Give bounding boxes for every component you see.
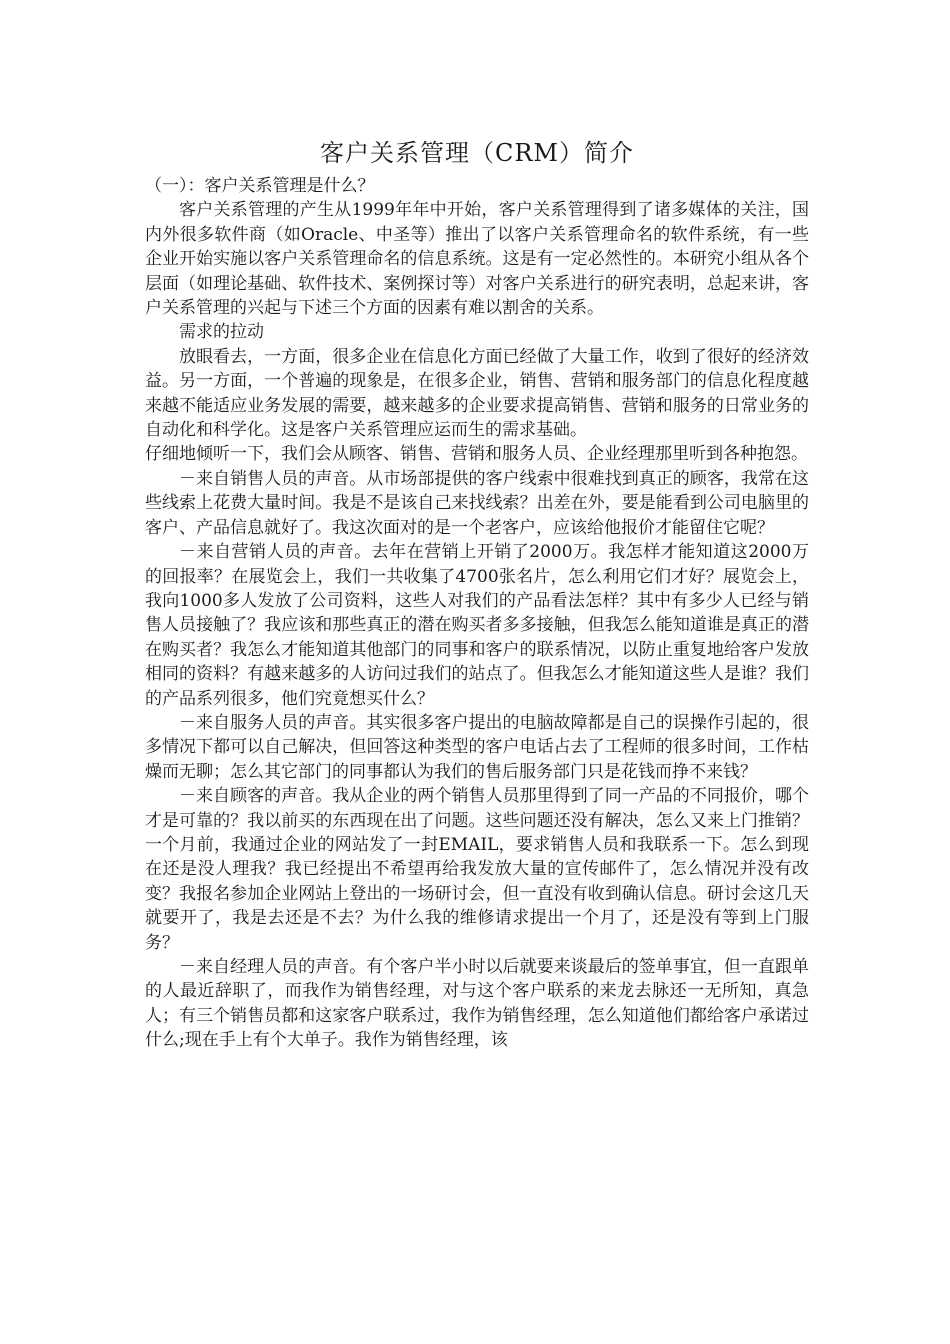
document-title: 客户关系管理（CRM）简介 — [319, 139, 634, 167]
paragraph-marketing-voice: －来自营销人员的声音。去年在营销上开销了2000万。我怎样才能知道这2000万的回报率？在展览会上，我们一共收集了4700张名片，怎么利用它们才好？展览会上，我向1000多人发放了公司资料，这些人对我们的产品看法怎样？其中有多少人已经与销售人员接触了？我应该和那些真正的潜在购买者多多接触，但我怎么能知道谁是真正的潜在购买者？我怎么才能知道其他部门的同事和客户的联系情况，以防止重复地给客户发放相同的资料？有越来越多的人访问过我们的站点了。但我怎么才能知道这些人是谁？我们的产品系列很多，他们究竟想买什么？ — [145, 542, 809, 709]
paragraph-manager-voice: －来自经理人员的声音。有个客户半小时以后就要来谈最后的签单事宜，但一直跟单的人最近辞职了，而我作为销售经理，对与这个客户联系的来龙去脉还一无所知，真急人；有三个销售员都和这家客户联系过，我作为销售经理，怎么知道他们都给客户承诺过什么;现在手上有个大单子。我作为销售经理，该 — [145, 957, 809, 1051]
subheading-demand-pull: 需求的拉动 — [179, 322, 264, 343]
paragraph-sales-voice: －来自销售人员的声音。从市场部提供的客户线索中很难找到真正的顾客，我常在这些线索上花费大量时间。我是不是该自己来找线索？出差在外，要是能看到公司电脑里的客户、产品信息就好了。我这次面对的是一个老客户，应该给他报价才能留住它呢？ — [145, 468, 809, 538]
paragraph-service-voice: －来自服务人员的声音。其实很多客户提出的电脑故障都是自己的误操作引起的，很多情况下都可以自己解决，但回答这种类型的客户电话占去了工程师的很多时间，工作枯燥而无聊；怎么其它部门的同事都认为我们的售后服务部门只是花钱而挣不来钱？ — [145, 712, 809, 782]
paragraph-demand: 放眼看去，一方面，很多企业在信息化方面已经做了大量工作，收到了很好的经济效益。另一方面，一个普遍的现象是，在很多企业，销售、营销和服务部门的信息化程度越来越不能适应业务发展的需要，越来越多的企业要求提高销售、营销和服务的日常业务的自动化和科学化。这是客户关系管理应运而生的需求基础。 — [145, 346, 809, 441]
document-page — [145, 136, 809, 1053]
paragraph-complaints-intro: 仔细地倾听一下，我们会从顾客、销售、营销和服务人员、企业经理那里听到各种抱怨。 — [145, 444, 808, 465]
paragraph-customer-voice: －来自顾客的声音。我从企业的两个销售人员那里得到了同一产品的不同报价，哪个才是可靠的？我以前买的东西现在出了问题。这些问题还没有解决，怎么又来上门推销？一个月前，我通过企业的网站发了一封EMAIL，要求销售人员和我联系一下。怎么到现在还是没人理我？我已经提出不希望再给我发放大量的宣传邮件了，怎么情况并没有改变？我报名参加企业网站上登出的一场研讨会，但一直没有收到确认信息。研讨会这几天就要开了，我是去还是不去？为什么我的维修请求提出一个月了，还是没有等到上门服务？ — [145, 786, 809, 953]
section-heading: （一）：客户关系管理是什么？ — [145, 176, 375, 196]
paragraph-intro: 客户关系管理的产生从1999年年中开始，客户关系管理得到了诸多媒体的关注，国内外很多软件商（如Oracle、中圣等）推出了以客户关系管理命名的软件系统，有一些企业开始实施以客户关系管理命名的信息系统。这是有一定必然性的。本研究小组从各个层面（如理论基础、软件技术、案例探讨等）对客户关系进行的研究表明，总起来讲，客户关系管理的兴起与下述三个方面的因素有难以割舍的关系。 — [145, 200, 809, 319]
